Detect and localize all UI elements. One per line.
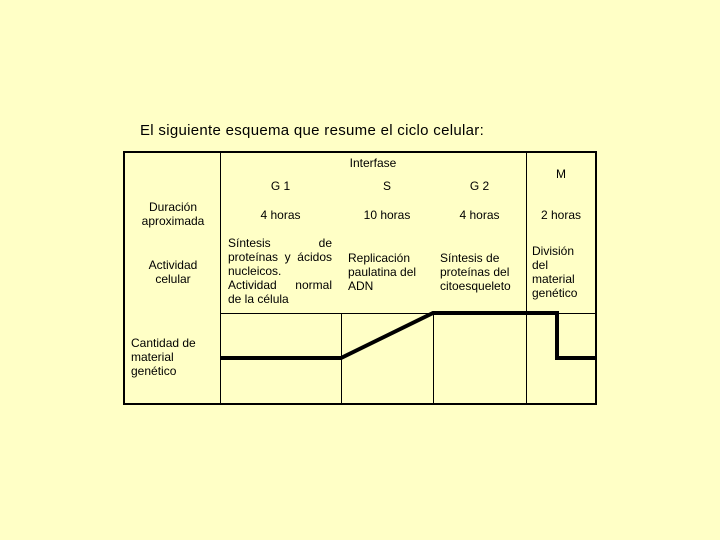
duracion-m: 2 horas (540, 208, 582, 222)
duracion-s: 10 horas (363, 208, 411, 222)
phase-g2-header: G 2 (469, 179, 490, 193)
phase-m-header: M (556, 167, 566, 181)
phase-g1-header: G 1 (270, 179, 291, 193)
page-heading: El siguiente esquema que resume el ciclo celular: (140, 122, 485, 139)
dna-content-line (221, 313, 595, 358)
actividad-g2: Síntesis de proteínas del citoesqueleto (440, 251, 511, 293)
duracion-g2: 4 horas (459, 208, 500, 222)
cell-cycle-table (123, 151, 597, 405)
dna-content-graph (125, 153, 595, 403)
row-label-material: Cantidad de material genético (131, 336, 196, 378)
phase-s-header: S (382, 179, 391, 193)
row-label-actividad: Actividad celular (148, 258, 198, 286)
actividad-m: División del material genético (532, 244, 578, 300)
actividad-g1: Síntesis de proteínas y ácidos nucleicos. Actividad normal de la célula (228, 236, 332, 306)
interfase-header: Interfase (349, 156, 397, 170)
actividad-s: Replicación paulatina del ADN (348, 251, 417, 293)
duracion-g1: 4 horas (260, 208, 301, 222)
row-label-duracion: Duración aproximada (141, 200, 205, 228)
